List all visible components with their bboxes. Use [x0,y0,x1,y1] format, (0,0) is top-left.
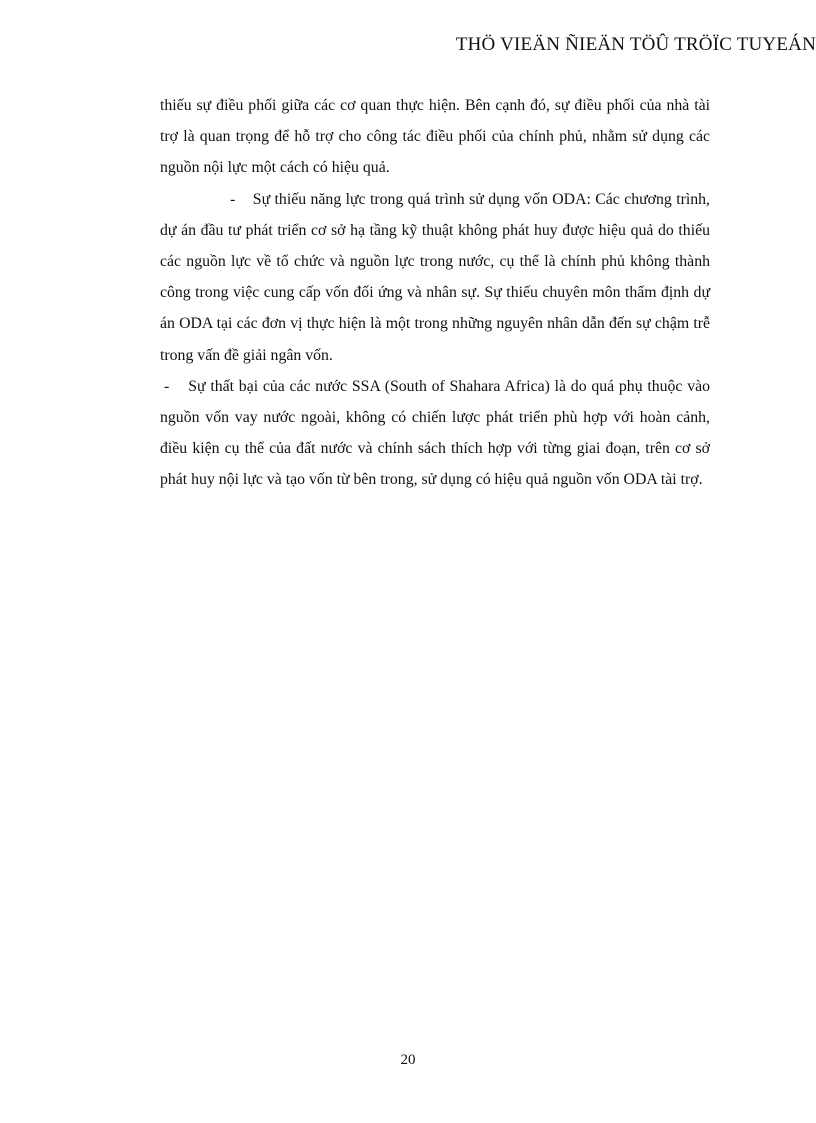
document-body [160,90,714,496]
paragraph-capacity-shortage: - Sự thiếu năng lực trong quá trình sử dụng vốn ODA: Các chương trình, dự án đầu tư phát triển cơ sở hạ tầng kỹ thuật không phát huy được hiệu quả do thiếu các nguồn lực về tổ chức và nguồn lực trong nước, cụ thể là chính phủ không thành công trong việc cung cấp vốn đối ứng và nhân sự. Sự thiếu chuyên môn thẩm định dự án ODA tại các đơn vị thực hiện là một trong những nguyên nhân dẫn đến sự chậm trễ trong vấn đề giải ngân vốn. [160,190,714,364]
paragraph-coordination: thiếu sự điều phối giữa các cơ quan thực hiện. Bên cạnh đó, sự điều phối của nhà tài trợ là quan trọng để hỗ trợ cho công tác điều phối của chính phủ, nhằm sử dụng các nguồn nội lực một cách có hiệu quả. [160,97,710,177]
page-number: 20 [400,1052,416,1068]
page-header-title: THÖ VIEÄN ÑIEÄN TÖÛ TRÖÏC TUYEÁN [455,34,816,55]
paragraph-ssa-failure: - Sự thất bại của các nước SSA (South of Shahara Africa) là do quá phụ thuộc vào nguồn vốn vay nước ngoài, không có chiến lược phát triển phù hợp với hoàn cảnh, điều kiện cụ thể của đất nước và chính sách thích hợp với từng giai đoạn, trên cơ sở phát huy nội lực và tạo vốn từ bên trong, sử dụng có hiệu quả nguồn vốn ODA tài trợ. [160,377,714,489]
